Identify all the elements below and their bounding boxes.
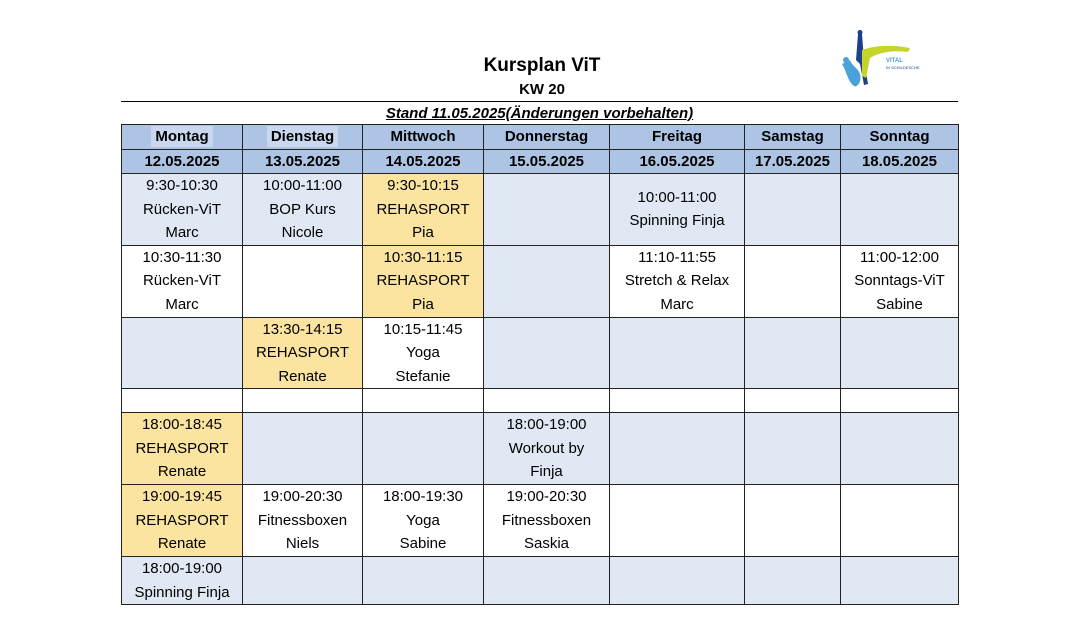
course-time: 18:00-18:45 [141, 416, 223, 433]
course-name: Spinning Finja [134, 583, 230, 601]
empty-cell [484, 557, 610, 605]
course-time: 10:30-11:15 [383, 248, 463, 266]
course-time: 10:00-11:00 [637, 188, 717, 206]
course-cell [363, 174, 484, 246]
table-row [122, 174, 959, 246]
empty-cell [610, 485, 745, 557]
course-cell [610, 174, 745, 246]
empty-cell [745, 389, 841, 413]
course-name: Rücken-ViT [142, 272, 222, 289]
course-name: Stretch & Relax [624, 272, 730, 289]
empty-cell [243, 245, 363, 317]
course-cell [484, 485, 610, 557]
table-row [122, 317, 959, 389]
week-label: KW 20 [519, 81, 565, 98]
empty-cell [745, 317, 841, 389]
course-time: 10:15-11:45 [383, 320, 463, 338]
table-row [122, 557, 959, 605]
course-cell [122, 485, 243, 557]
course-name: REHASPORT [135, 511, 229, 529]
course-cell [122, 413, 243, 485]
course-trainer: Renate [157, 463, 207, 480]
course-trainer: Marc [165, 295, 199, 313]
stand-note: Stand 11.05.2025(Änderungen vorbehalten) [385, 105, 694, 122]
course-name: Yoga [406, 344, 440, 361]
empty-cell [363, 557, 484, 605]
course-schedule-table [121, 124, 959, 605]
course-name: Fitnessboxen [257, 511, 348, 529]
empty-cell [122, 389, 243, 413]
course-cell [122, 174, 243, 246]
course-cell [363, 485, 484, 557]
empty-cell [745, 485, 841, 557]
empty-cell [363, 413, 484, 485]
course-name: REHASPORT [135, 439, 229, 457]
course-time: 11:10-11:55 [638, 248, 716, 266]
empty-cell [610, 389, 745, 413]
course-name: Yoga [406, 511, 440, 529]
empty-cell [841, 413, 959, 485]
course-name: Sonntags-ViT [854, 272, 945, 289]
empty-cell [610, 413, 745, 485]
date-header-row [122, 149, 959, 174]
course-trainer: Marc [165, 224, 199, 241]
course-time: 13:30-14:15 [262, 320, 343, 338]
logo-head-navy [858, 30, 863, 35]
logo-text-main: VITAL [886, 58, 903, 64]
day-header-sonntag: Sonntag [841, 125, 959, 150]
course-name: Rücken-ViT [142, 200, 222, 218]
course-trainer: Sabine [876, 295, 923, 313]
table-row [122, 245, 959, 317]
course-cell [363, 245, 484, 317]
course-cell [122, 557, 243, 605]
course-name: REHASPORT [376, 272, 470, 289]
empty-cell [243, 413, 363, 485]
course-trainer: Nicole [281, 224, 324, 241]
day-header-samstag: Samstag [745, 125, 841, 150]
course-name: BOP Kurs [269, 200, 336, 218]
logo-text-sub: IN SCHILDESCHE [886, 65, 920, 70]
course-trainer: Niels [285, 535, 320, 552]
empty-cell [745, 174, 841, 246]
course-name: REHASPORT [376, 200, 470, 218]
course-name: Workout by [508, 439, 585, 457]
course-time: 18:00-19:00 [141, 560, 223, 577]
course-time: 10:30-11:30 [142, 248, 222, 266]
empty-cell [841, 557, 959, 605]
course-trainer: Sabine [399, 535, 447, 552]
course-trainer: Finja [530, 463, 563, 480]
day-header-dienstag: Dienstag [243, 125, 363, 150]
page-title: Kursplan ViT [483, 55, 601, 76]
empty-cell [484, 389, 610, 413]
empty-cell [745, 413, 841, 485]
course-cell [363, 317, 484, 389]
logo-head-blue [843, 57, 849, 63]
empty-cell [484, 245, 610, 317]
empty-cell [363, 389, 484, 413]
course-trainer: Renate [157, 535, 207, 552]
course-time: 18:00-19:00 [506, 416, 587, 433]
course-name: Spinning Finja [629, 212, 725, 230]
empty-cell [841, 485, 959, 557]
date-samstag: 17.05.2025 [745, 149, 841, 174]
course-cell [484, 413, 610, 485]
day-header-mittwoch: Mittwoch [363, 125, 484, 150]
course-cell [243, 485, 363, 557]
day-header-freitag: Freitag [610, 125, 745, 150]
course-trainer: Stefanie [395, 367, 451, 385]
empty-cell [122, 317, 243, 389]
empty-cell [841, 317, 959, 389]
empty-cell [841, 174, 959, 246]
empty-cell [610, 557, 745, 605]
course-time: 10:00-11:00 [263, 177, 342, 194]
course-time: 18:00-19:30 [382, 488, 464, 505]
day-header-donnerstag: Donnerstag [484, 125, 610, 150]
empty-cell [484, 317, 610, 389]
course-cell [841, 245, 959, 317]
empty-cell [745, 245, 841, 317]
course-name: REHASPORT [255, 344, 350, 361]
course-cell [122, 245, 243, 317]
empty-cell [243, 557, 363, 605]
vital-logo [836, 30, 920, 92]
empty-cell [243, 389, 363, 413]
course-cell [243, 174, 363, 246]
course-trainer: Pia [412, 224, 434, 241]
empty-cell [745, 557, 841, 605]
logo-figure-blue [842, 60, 861, 86]
course-name: Fitnessboxen [501, 511, 592, 529]
empty-cell [610, 317, 745, 389]
course-trainer: Saskia [523, 535, 570, 552]
date-mittwoch: 14.05.2025 [363, 149, 484, 174]
header-divider [121, 101, 958, 102]
course-time: 9:30-10:15 [387, 177, 459, 194]
empty-cell [841, 389, 959, 413]
course-cell [243, 317, 363, 389]
course-time: 11:00-12:00 [860, 248, 939, 266]
date-donnerstag: 15.05.2025 [484, 149, 610, 174]
course-trainer: Pia [412, 295, 434, 313]
table-row [122, 413, 959, 485]
day-header-montag: Montag [122, 125, 243, 150]
empty-cell [484, 174, 610, 246]
course-trainer: Marc [660, 295, 694, 313]
course-time: 9:30-10:30 [146, 177, 218, 194]
weekday-header-row [122, 125, 959, 150]
course-time: 19:00-20:30 [262, 488, 343, 505]
date-sonntag: 18.05.2025 [841, 149, 959, 174]
spacer-row [122, 389, 959, 413]
course-trainer: Renate [278, 367, 327, 385]
table-row [122, 485, 959, 557]
date-montag: 12.05.2025 [122, 149, 243, 174]
date-freitag: 16.05.2025 [610, 149, 745, 174]
course-cell [610, 245, 745, 317]
course-time: 19:00-19:45 [141, 488, 223, 505]
course-time: 19:00-20:30 [506, 488, 587, 505]
date-dienstag: 13.05.2025 [243, 149, 363, 174]
